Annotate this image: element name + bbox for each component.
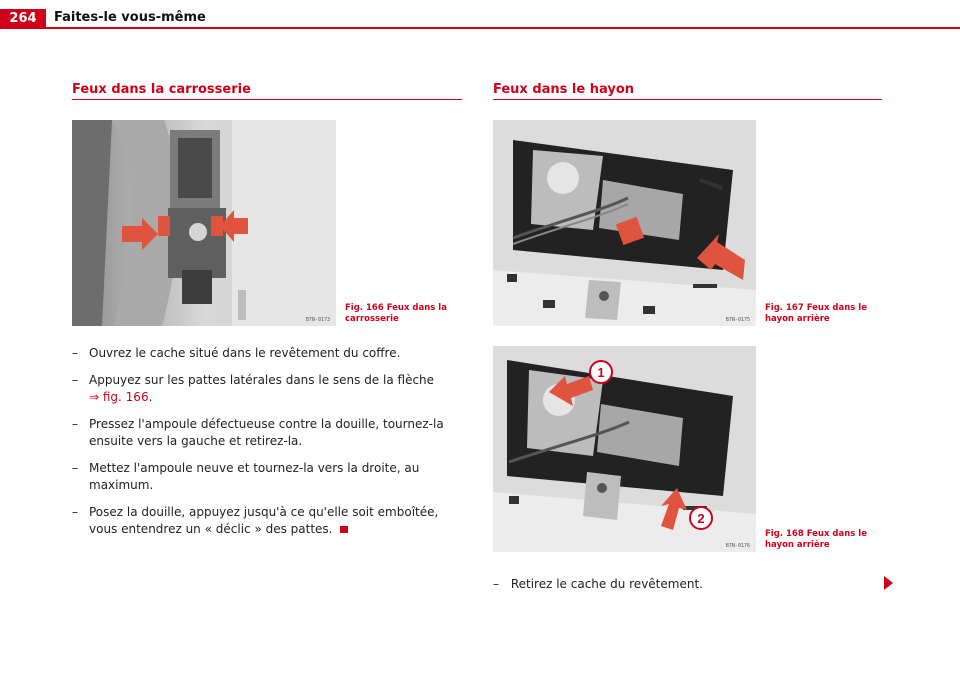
callout-2: 2 — [697, 511, 705, 526]
caption-fig-167: Fig. 167 Feux dans le hayon arrière — [765, 303, 867, 324]
step-text: Mettez l'ampoule neuve et tournez-la vers la droite, au maximum. — [89, 461, 420, 492]
list-item — [72, 416, 464, 450]
dash: – — [72, 505, 78, 519]
step-text: Ouvrez le cache situé dans le revêtement du coffre. — [89, 346, 401, 360]
step-tail: . — [148, 390, 153, 404]
caption-fig-168: Fig. 168 Feux dans le hayon arrière — [765, 529, 867, 550]
triangle-right-icon[interactable] — [884, 576, 893, 590]
header-rule — [0, 27, 960, 29]
list-item — [72, 345, 464, 362]
steps-list — [72, 345, 464, 548]
section-rule-left — [72, 99, 462, 100]
step-text: Posez la douille, appuyez jusqu'à ce qu'elle soit emboîtée, vous entendrez un « déclic » des pattes. — [89, 505, 439, 536]
list-item — [72, 504, 464, 538]
page-number: 264 — [0, 9, 46, 29]
section-title-carrosserie: Feux dans la carrosserie — [72, 82, 251, 97]
figure-167 — [493, 120, 756, 326]
list-item — [72, 460, 464, 494]
section-title-hayon: Feux dans le hayon — [493, 82, 635, 97]
list-item — [72, 372, 464, 406]
dash: – — [72, 461, 78, 475]
figure-reference-link[interactable]: ⇒ fig. 166 — [89, 390, 149, 404]
figure-code: B7N-0175 — [725, 317, 750, 323]
step-text: Pressez l'ampoule défectueuse contre la douille, tournez-la ensuite vers la gauche et retirez-la. — [89, 417, 444, 448]
figure-168 — [493, 346, 756, 552]
figure-166 — [72, 120, 336, 326]
dash: – — [72, 373, 78, 387]
callout-1: 1 — [597, 365, 605, 380]
dash: – — [72, 346, 78, 360]
dash: – — [493, 577, 499, 591]
caption-fig-166: Fig. 166 Feux dans la carrosserie — [345, 303, 447, 324]
single-step — [493, 577, 703, 591]
figure-code: B7N-0173 — [305, 317, 330, 323]
step-text: Retirez le cache du revêtement. — [510, 577, 703, 591]
red-square-icon — [340, 526, 348, 533]
figure-code: B7N-0176 — [725, 543, 750, 549]
step-text: Appuyez sur les pattes latérales dans le sens de la flèche — [89, 373, 435, 387]
running-title: Faites-le vous-même — [54, 10, 206, 25]
section-rule-right — [493, 99, 882, 100]
dash: – — [72, 417, 78, 431]
